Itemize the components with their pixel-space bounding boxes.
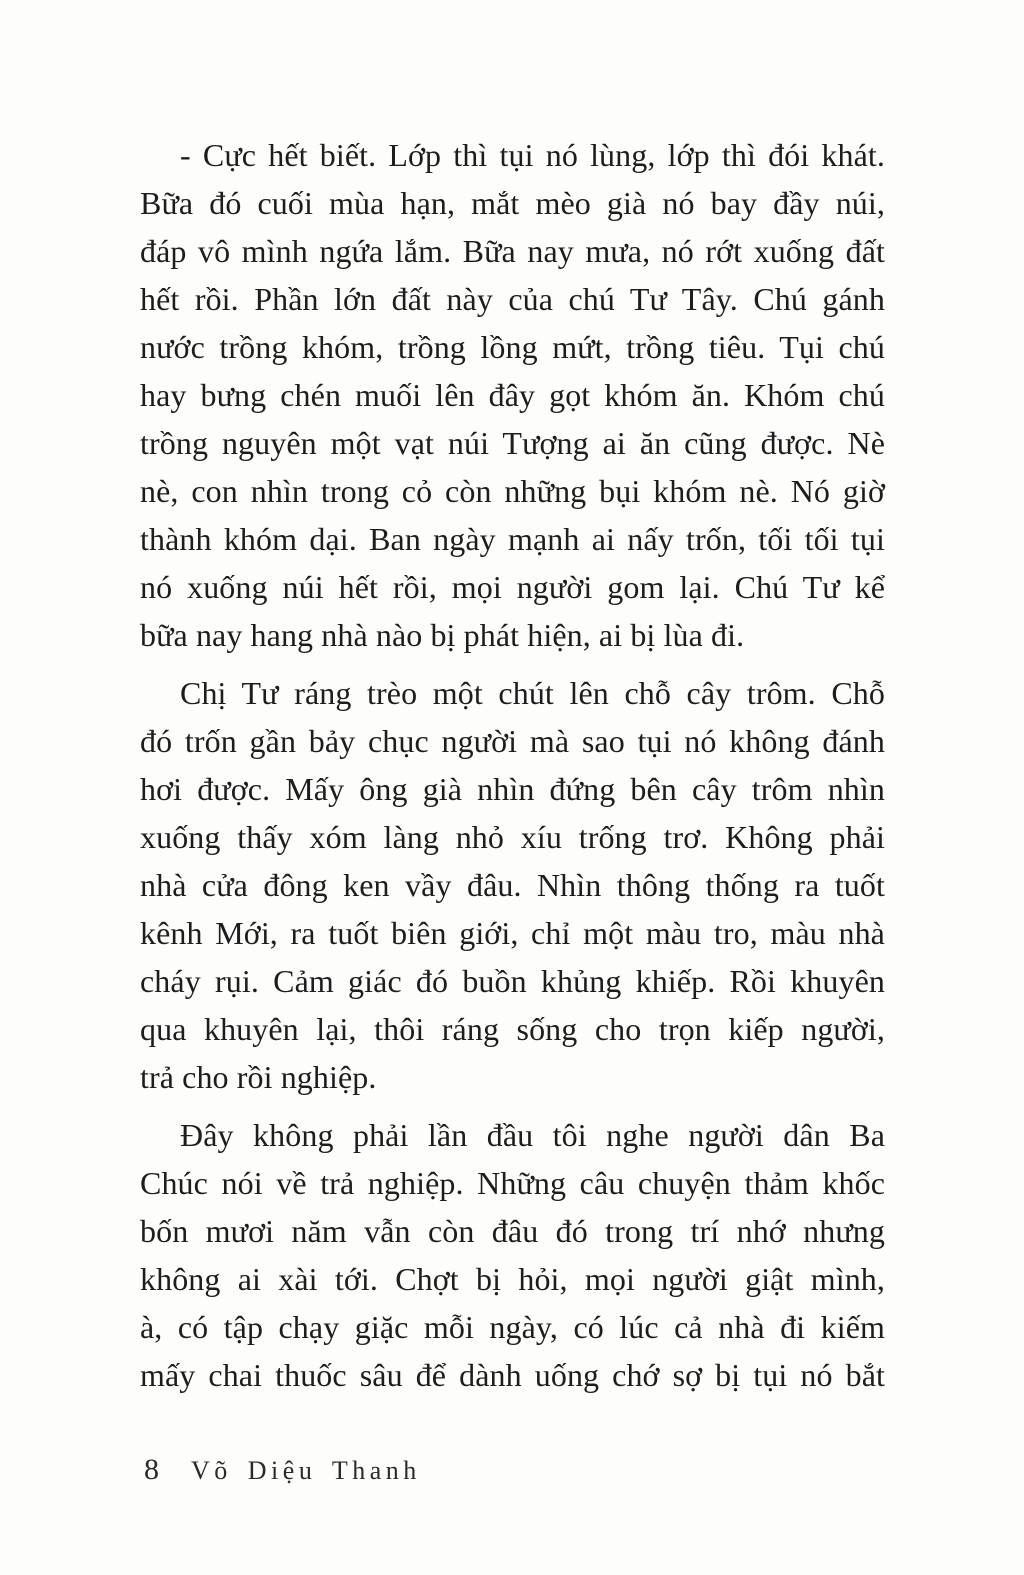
text-line: xuống thấy xóm làng nhỏ xíu trống trơ. Không phải — [140, 819, 885, 855]
author-name: Võ Diệu Thanh — [191, 1456, 421, 1485]
text-line: đó trốn gần bảy chục người mà sao tụi nó không đánh — [140, 723, 885, 759]
text-line: thành khóm dại. Ban ngày mạnh ai nấy trốn, tối tối tụi — [140, 521, 885, 557]
text-line: - Cực hết biết. Lớp thì tụi nó lùng, lớp thì đói khát. — [180, 137, 885, 173]
text-line: hơi được. Mấy ông già nhìn đứng bên cây trôm nhìn — [140, 771, 885, 807]
text-line: nó xuống núi hết rồi, mọi người gom lại. Chú Tư kể — [140, 569, 885, 605]
paragraph-1 — [140, 131, 885, 659]
text-line: mấy chai thuốc sâu để dành uống chớ sợ bị tụi nó bắt — [140, 1357, 885, 1393]
text-line: Bữa đó cuối mùa hạn, mắt mèo già nó bay đầy núi, — [140, 185, 885, 221]
text-line: kênh Mới, ra tuốt biên giới, chỉ một màu tro, màu nhà — [140, 915, 885, 951]
text-line: bữa nay hang nhà nào bị phát hiện, ai bị lùa đi. — [140, 617, 745, 653]
paragraph-2 — [140, 669, 885, 1101]
paragraph-3 — [140, 1111, 885, 1399]
text-line: bốn mươi năm vẫn còn đâu đó trong trí nhớ nhưng — [140, 1213, 885, 1249]
text-line: Chúc nói về trả nghiệp. Những câu chuyện thảm khốc — [140, 1165, 885, 1201]
text-line: Chị Tư ráng trèo một chút lên chỗ cây trôm. Chỗ — [180, 675, 885, 711]
text-line: nhà cửa đông ken vầy đâu. Nhìn thông thống ra tuốt — [140, 867, 885, 903]
text-line: nè, con nhìn trong cỏ còn những bụi khóm nè. Nó giờ — [140, 473, 885, 509]
text-line: qua khuyên lại, thôi ráng sống cho trọn kiếp người, — [140, 1011, 885, 1047]
text-line: cháy rụi. Cảm giác đó buồn khủng khiếp. Rồi khuyên — [140, 963, 885, 999]
text-line: Đây không phải lần đầu tôi nghe người dân Ba — [180, 1117, 885, 1153]
text-line: nước trồng khóm, trồng lồng mứt, trồng tiêu. Tụi chú — [140, 329, 885, 365]
body-text — [140, 131, 885, 1399]
text-line: trả cho rồi nghiệp. — [140, 1059, 377, 1095]
text-line: đáp vô mình ngứa lắm. Bữa nay mưa, nó rớt xuống đất — [140, 233, 885, 269]
text-line: à, có tập chạy giặc mỗi ngày, có lúc cả nhà đi kiếm — [140, 1309, 885, 1345]
text-line: hết rồi. Phần lớn đất này của chú Tư Tây. Chú gánh — [140, 281, 885, 317]
text-line: hay bưng chén muối lên đây gọt khóm ăn. Khóm chú — [140, 377, 885, 413]
text-line: trồng nguyên một vạt núi Tượng ai ăn cũng được. Nè — [140, 425, 885, 461]
page-footer — [144, 1450, 421, 1491]
text-line: không ai xài tới. Chợt bị hỏi, mọi người giật mình, — [140, 1261, 885, 1297]
page-number: 8 — [144, 1453, 159, 1486]
